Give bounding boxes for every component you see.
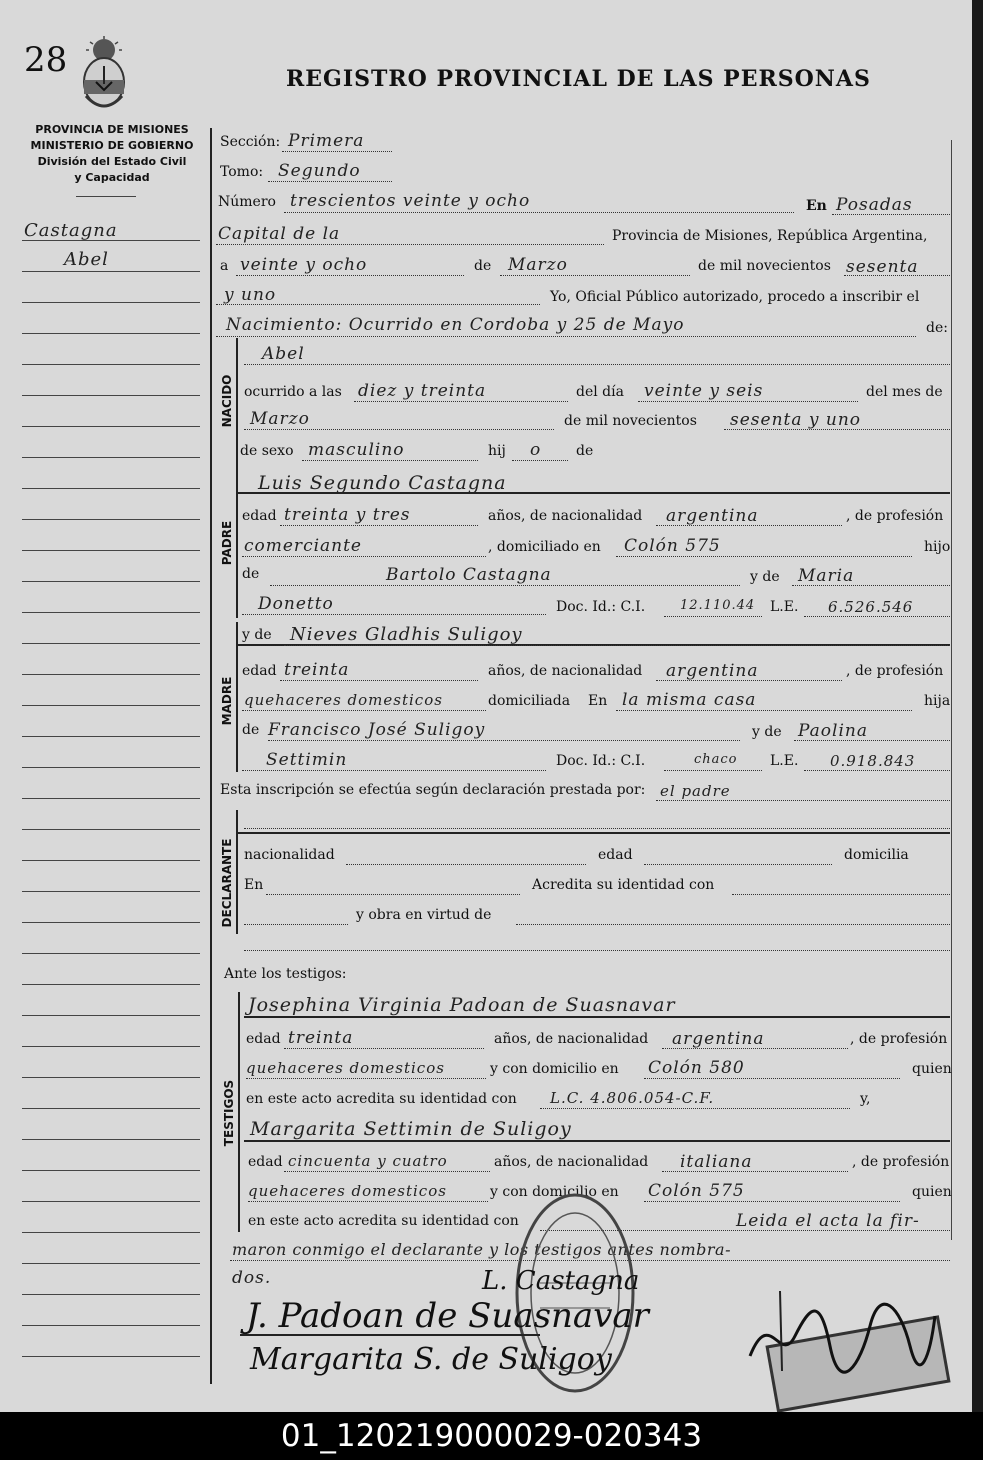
dotted-line <box>616 710 912 711</box>
dotted-line <box>512 460 568 461</box>
margin-rule-line <box>22 1170 200 1171</box>
value-anio: sesenta y uno <box>730 410 862 430</box>
label-quien-2: quien <box>912 1184 952 1200</box>
value-madre-edad: treinta <box>284 660 350 680</box>
issuing-office <box>14 122 210 186</box>
value-dia-inscripcion: veinte y ocho <box>240 255 368 275</box>
margin-rule-line <box>22 302 200 303</box>
label-nacionalidad: nacionalidad <box>244 847 335 863</box>
value-hij-suffix: o <box>530 440 542 460</box>
margin-rule-line <box>22 488 200 489</box>
margin-rule-line <box>22 1356 200 1357</box>
label-a: a <box>220 258 229 274</box>
value-abuela-paterna-a: Maria <box>798 566 855 586</box>
label-le: L.E. <box>770 599 799 615</box>
margin-rule-line <box>22 395 200 396</box>
margin-rule-line <box>22 457 200 458</box>
section-label-nacido: NACIDO <box>220 374 234 428</box>
label-hij: hij <box>488 443 506 459</box>
office-line: MINISTERIO DE GOBIERNO <box>30 139 194 152</box>
label-edad-t2: edad <box>248 1154 283 1170</box>
dotted-line <box>638 401 858 402</box>
label-domicilia: domicilia <box>844 847 909 863</box>
label-coma-y: y, <box>860 1091 871 1107</box>
value-testigo2-profesion: quehaceres domesticos <box>248 1182 447 1200</box>
section-label-madre: MADRE <box>220 676 234 726</box>
dotted-line <box>268 181 392 182</box>
label-yo-oficial: Yo, Oficial Público autorizado, procedo a inscribir el <box>550 289 920 305</box>
dotted-line <box>216 336 916 337</box>
scanner-edge <box>972 0 983 1412</box>
value-testigo2-nombre: Margarita Settimin de Suligoy <box>250 1118 572 1140</box>
margin-rule-line <box>22 643 200 644</box>
margin-rule-line <box>22 612 200 613</box>
label-de-profesion: , de profesión <box>846 508 944 524</box>
dotted-line <box>236 275 464 276</box>
dotted-line <box>248 1201 488 1202</box>
value-dia: veinte y seis <box>644 381 764 401</box>
dotted-line <box>540 1108 850 1109</box>
label-de-mil-novecientos: de mil novecientos <box>698 258 831 274</box>
margin-divider <box>210 128 212 1384</box>
value-padre-nombre: Luis Segundo Castagna <box>258 472 507 494</box>
section-label-padre: PADRE <box>220 520 234 566</box>
value-madre-domicilio: la misma casa <box>622 690 757 710</box>
label-de-2: de <box>576 443 594 459</box>
value-anio-inscripcion-b: y uno <box>224 285 277 305</box>
value-abuelo-paterno: Bartolo Castagna <box>386 565 552 585</box>
margin-rule-line <box>22 550 200 551</box>
office-line: y Capacidad <box>74 171 150 184</box>
signature-official <box>740 1286 940 1376</box>
dotted-line <box>804 616 950 617</box>
dotted-line <box>284 212 794 213</box>
label-acredita: Acredita su identidad con <box>532 877 715 893</box>
declarante-bracket <box>236 810 238 934</box>
value-hora: diez y treinta <box>358 381 487 401</box>
margin-surname: Castagna <box>24 220 118 241</box>
label-seccion: Sección: <box>220 134 281 150</box>
value-mes: Marzo <box>250 409 310 429</box>
label-domiciliada: domiciliada <box>488 693 571 709</box>
label-en-2: En <box>588 693 608 709</box>
margin-rule-line <box>22 1263 200 1264</box>
signature-line <box>240 1334 540 1336</box>
nacido-bracket <box>236 338 238 470</box>
dotted-line <box>244 828 950 829</box>
margin-rule-line <box>22 1325 200 1326</box>
margin-rule-line <box>22 1077 200 1078</box>
value-abuelo-materno: Francisco José Suligoy <box>268 720 486 740</box>
label-anos-nacionalidad-4: años, de nacionalidad <box>494 1154 649 1170</box>
dotted-line <box>244 429 554 430</box>
dotted-line <box>644 1201 900 1202</box>
label-y-de: y de <box>750 569 780 585</box>
value-mes-inscripcion: Marzo <box>508 255 568 275</box>
value-testigo1-doc: L.C. 4.806.054-C.F. <box>550 1089 715 1107</box>
dotted-line <box>284 645 950 646</box>
dotted-line <box>242 556 486 557</box>
margin-rule-line <box>22 1294 200 1295</box>
label-de-sexo: de sexo <box>240 443 294 459</box>
margin-rule-line <box>22 240 200 241</box>
signature-testigo1: J. Padoan de Suasnavar <box>246 1296 649 1336</box>
value-acto: Nacimiento: Ocurrido en Cordoba y 25 de Mayo <box>226 315 685 335</box>
margin-rule-line <box>22 1015 200 1016</box>
label-edad-madre: edad <box>242 663 277 679</box>
value-declarante: el padre <box>660 782 731 800</box>
margin-rule-line <box>22 271 200 272</box>
dotted-line <box>644 1078 900 1079</box>
label-anos-nacionalidad-2: años, de nacionalidad <box>488 663 643 679</box>
label-anos-nacionalidad: años, de nacionalidad <box>488 508 643 524</box>
label-edad-t1: edad <box>246 1031 281 1047</box>
dotted-line <box>732 894 950 895</box>
dotted-line <box>302 460 478 461</box>
value-testigo1-profesion: quehaceres domesticos <box>246 1059 445 1077</box>
dotted-line <box>268 740 740 741</box>
label-provincia: Provincia de Misiones, República Argentina, <box>612 228 928 244</box>
value-testigo2-nacionalidad: italiana <box>680 1152 753 1172</box>
value-testigo1-edad: treinta <box>288 1028 354 1048</box>
label-anos-nacionalidad-3: años, de nacionalidad <box>494 1031 649 1047</box>
dotted-line <box>644 864 832 865</box>
label-en-3: En <box>244 877 264 893</box>
label-y-obra: y obra en virtud de <box>356 907 492 923</box>
value-testigo1-nombre: Josephina Virginia Padoan de Suasnavar <box>248 994 676 1016</box>
label-de-3: de <box>242 566 260 582</box>
dotted-line <box>664 616 762 617</box>
label-declaracion: Esta inscripción se efectúa según declaración prestada por: <box>220 782 646 798</box>
margin-rule-line <box>22 829 200 830</box>
dotted-line <box>354 401 568 402</box>
value-padre-domicilio: Colón 575 <box>624 536 721 556</box>
margin-rule-line <box>22 581 200 582</box>
value-madre-ci: chaco <box>694 752 738 767</box>
value-padre-ci: 12.110.44 <box>680 598 756 613</box>
dotted-line <box>804 770 950 771</box>
dotted-line <box>280 525 478 526</box>
margin-rule-line <box>22 798 200 799</box>
value-padre-le: 6.526.546 <box>828 598 914 616</box>
dotted-line <box>500 275 690 276</box>
value-numero: trescientos veinte y ocho <box>290 191 531 211</box>
label-numero: Número <box>218 194 276 210</box>
label-y-con-domicilio: y con domicilio en <box>490 1061 619 1077</box>
value-padre-edad: treinta y tres <box>284 505 411 525</box>
value-testigo2-edad: cincuenta y cuatro <box>288 1152 448 1170</box>
dotted-line <box>216 244 604 245</box>
dotted-line <box>242 770 546 771</box>
separator-line <box>244 1140 950 1142</box>
label-de-profesion-3: , de profesión <box>850 1031 948 1047</box>
margin-rule-line <box>22 1108 200 1109</box>
margin-rule-line <box>22 1139 200 1140</box>
label-de-profesion-4: , de profesión <box>852 1154 950 1170</box>
margin-name: Abel <box>64 249 109 270</box>
value-madre-le: 0.918.843 <box>830 752 916 770</box>
value-nombre: Abel <box>262 344 305 364</box>
margin-rule-line <box>22 1232 200 1233</box>
value-abuela-materna-a: Paolina <box>798 721 869 741</box>
label-en-este-acto: en este acto acredita su identidad con <box>246 1091 517 1107</box>
dotted-line <box>242 710 486 711</box>
signature-declarante: L. Castagna <box>482 1266 640 1296</box>
dotted-line <box>244 950 950 951</box>
separator-line <box>238 832 950 834</box>
value-madre-nacionalidad: argentina <box>666 661 759 681</box>
dotted-line <box>266 894 520 895</box>
value-testigo1-nacionalidad: argentina <box>672 1029 765 1049</box>
margin-rule-line <box>22 984 200 985</box>
margin-rule-line <box>22 767 200 768</box>
value-capital: Capital de la <box>218 224 341 244</box>
margin-rule-line <box>22 1201 200 1202</box>
label-y-de-2: y de <box>242 627 272 643</box>
value-en: Posadas <box>836 195 913 215</box>
value-seccion: Primera <box>288 131 365 151</box>
coat-of-arms-emblem <box>80 36 128 114</box>
label-de-colon: de: <box>926 320 948 336</box>
label-y-con-domicilio-2: y con domicilio en <box>490 1184 619 1200</box>
scan-identifier: 01_120219000029-020343 <box>0 1412 983 1460</box>
margin-rule-line <box>22 519 200 520</box>
page-title: REGISTRO PROVINCIAL DE LAS PERSONAS <box>286 66 871 92</box>
dotted-line <box>284 1171 490 1172</box>
label-hijo: hijo <box>924 539 951 555</box>
label-de: de <box>474 258 492 274</box>
value-abuela-materna-b: Settimin <box>266 750 348 770</box>
label-hija: hija <box>924 693 951 709</box>
label-ocurrido: ocurrido a las <box>244 384 342 400</box>
dotted-line <box>346 864 586 865</box>
dotted-line <box>244 364 950 365</box>
value-testigo2-domicilio: Colón 575 <box>648 1181 745 1201</box>
value-cierre-c: dos. <box>232 1268 272 1288</box>
label-de-profesion-2: , de profesión <box>846 663 944 679</box>
value-abuela-paterna-b: Donetto <box>258 594 334 614</box>
margin-rule-line <box>22 860 200 861</box>
label-domiciliado-en: , domiciliado en <box>488 539 601 555</box>
dotted-line <box>270 585 740 586</box>
value-padre-profesion: comerciante <box>244 536 362 556</box>
testigos-bracket <box>238 992 240 1232</box>
section-label-declarante: DECLARANTE <box>220 838 234 928</box>
label-ante-testigos: Ante los testigos: <box>224 966 347 982</box>
margin-rule-line <box>22 736 200 737</box>
label-tomo: Tomo: <box>220 164 264 180</box>
margin-rule-line <box>22 705 200 706</box>
label-y-de-3: y de <box>752 724 782 740</box>
margin-rule-line <box>22 364 200 365</box>
signature-testigo2: Margarita S. de Suligoy <box>250 1342 612 1377</box>
dotted-line <box>280 680 478 681</box>
margin-rule-line <box>22 922 200 923</box>
label-del-mes: del mes de <box>866 384 943 400</box>
margin-rule-line <box>22 1046 200 1047</box>
office-line: PROVINCIA DE MISIONES <box>35 123 189 136</box>
dotted-line <box>664 770 762 771</box>
label-edad-padre: edad <box>242 508 277 524</box>
page-number: 28 <box>24 40 68 80</box>
label-en-este-acto-2: en este acto acredita su identidad con <box>248 1213 519 1229</box>
dotted-line <box>616 556 912 557</box>
value-cierre-a: Leida el acta la fir- <box>736 1211 920 1231</box>
value-sexo: masculino <box>308 440 405 460</box>
value-madre-profesion: quehaceres domesticos <box>244 691 443 709</box>
dotted-line <box>242 614 546 615</box>
margin-rule-line <box>22 674 200 675</box>
value-tomo: Segundo <box>278 161 361 181</box>
dotted-line <box>246 1078 486 1079</box>
section-label-testigos: TESTIGOS <box>222 1079 236 1147</box>
label-edad-declarante: edad <box>598 847 633 863</box>
label-en: En <box>806 198 827 214</box>
label-del-dia: del día <box>576 384 624 400</box>
label-doc-id: Doc. Id.: C.I. <box>556 599 646 615</box>
label-doc-id-2: Doc. Id.: C.I. <box>556 753 646 769</box>
value-madre-nombre: Nieves Gladhis Suligoy <box>290 624 523 645</box>
office-line: División del Estado Civil <box>37 155 187 168</box>
value-testigo1-domicilio: Colón 580 <box>648 1058 745 1078</box>
dotted-line <box>282 151 392 152</box>
margin-rule-line <box>22 426 200 427</box>
label-de-4: de <box>242 722 260 738</box>
label-de-mil-novecientos-2: de mil novecientos <box>564 413 697 429</box>
dotted-line <box>284 1048 484 1049</box>
margin-rule-line <box>22 333 200 334</box>
value-cierre-b: maron conmigo el declarante y los testigos antes nombra- <box>232 1240 731 1259</box>
margin-rule-line <box>22 953 200 954</box>
dotted-line <box>516 924 950 925</box>
margin-rule-line <box>22 891 200 892</box>
office-divider <box>76 196 136 197</box>
dotted-line <box>656 800 950 801</box>
separator-line <box>244 1016 950 1018</box>
label-quien: quien <box>912 1061 952 1077</box>
label-le-2: L.E. <box>770 753 799 769</box>
value-anio-inscripcion-a: sesenta <box>846 257 919 277</box>
value-padre-nacionalidad: argentina <box>666 506 759 526</box>
dotted-line <box>244 924 348 925</box>
